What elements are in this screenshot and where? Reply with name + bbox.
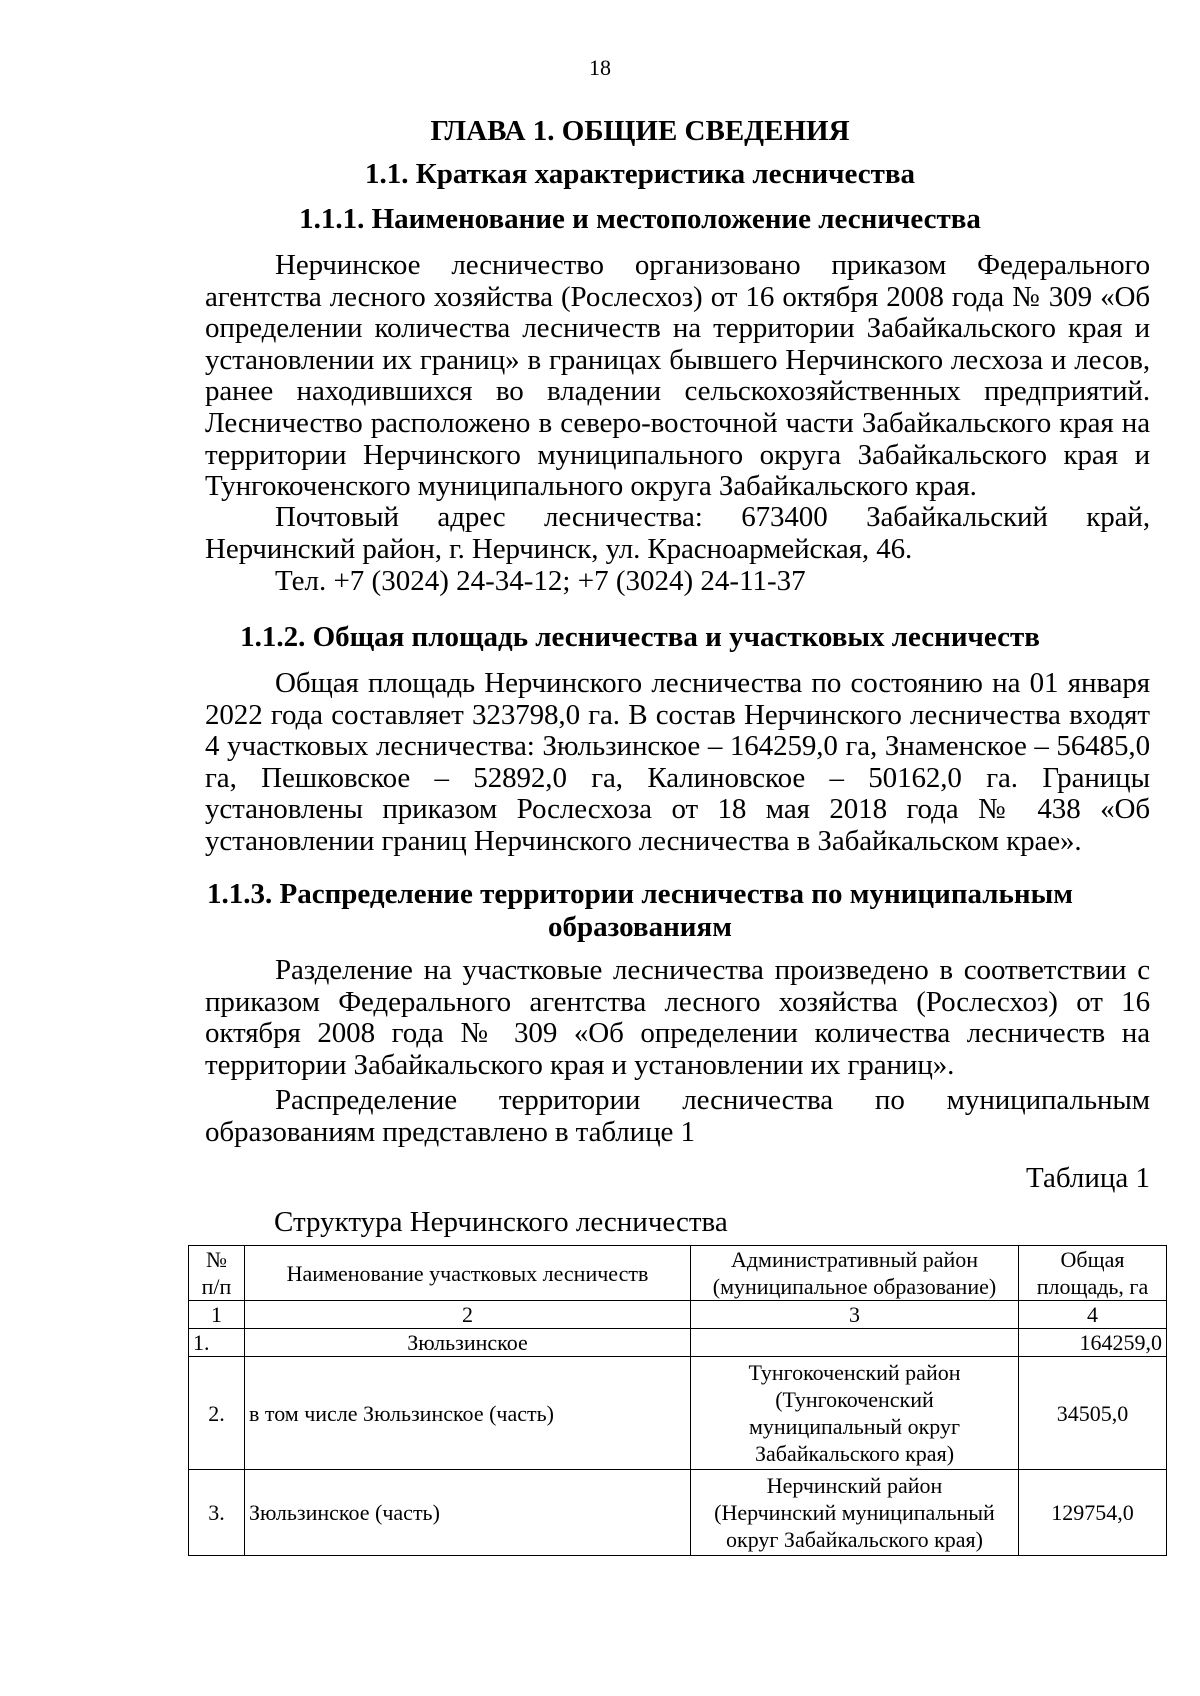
header-district <box>691 1246 1019 1301</box>
header-number-line-2: п/п <box>201 1274 232 1299</box>
table-row <box>189 1357 1167 1470</box>
row-district-line: (Тунгокоченский <box>775 1387 934 1412</box>
table-caption: Структура Нерчинского лесничества <box>274 1206 728 1238</box>
row-number: 1. <box>189 1329 245 1357</box>
header-area <box>1019 1246 1167 1301</box>
row-number: 3. <box>189 1470 245 1556</box>
header-area-line-2: площадь, га <box>1036 1274 1149 1299</box>
row-number: 2. <box>189 1357 245 1470</box>
row-district <box>691 1357 1019 1470</box>
row-forestry-name: в том числе Зюльзинское (часть) <box>245 1357 691 1470</box>
section-1-1-1-title: 1.1.1. Наименование и местоположение лесничества <box>299 203 981 235</box>
section-1-1-3-title-line-1: 1.1.3. Распределение территории лесничества по муниципальным <box>207 878 1073 910</box>
chapter-title: ГЛАВА 1. ОБЩИЕ СВЕДЕНИЯ <box>430 115 850 147</box>
section-1-1-3-title-line-2: образованиям <box>548 911 732 943</box>
column-number-row <box>189 1301 1167 1329</box>
row-area: 129754,0 <box>1019 1470 1167 1556</box>
header-district-line-2: (муниципальное образование) <box>712 1274 997 1299</box>
row-district-line: Тунгокоченский район <box>748 1360 961 1385</box>
column-number: 4 <box>1019 1301 1167 1329</box>
division-paragraph: Разделение на участковые лесничества произведено в соответствии с приказом Федерального агентства лесного хозяйства (Рослесхоз) от 16 октября 2008 года № 309 «Об определении количества лесничеств на территории Забайкальского края и установлении их границ». <box>205 954 1150 1081</box>
row-district <box>691 1470 1019 1556</box>
row-area: 34505,0 <box>1019 1357 1167 1470</box>
table-header-row <box>189 1246 1167 1301</box>
postal-address-paragraph: Почтовый адрес лесничества: 673400 Забайкальский край, Нерчинский район, г. Нерчинск, ул. Красноармейская, 46. <box>205 501 1150 565</box>
row-district-line: округ Забайкальского края) <box>726 1527 983 1552</box>
row-district <box>691 1329 1019 1357</box>
location-paragraph: Нерчинское лесничество организовано приказом Федерального агентства лесного хозяйства (Рослесхоз) от 16 октября 2008 года № 309 «Об определении количества лесничеств на территории Забайкальского края и установлении их границ» в границах бывшего Нерчинского лесхоза и лесов, ранее находившихся во владении сельскохозяйственных предприятий. Лесничество расположено в северо-восточной части Забайкальского края на территории Нерчинского муниципального округа Забайкальского края и Тунгокоченского муниципального округа Забайкальского края. <box>205 249 1150 503</box>
column-number: 3 <box>691 1301 1019 1329</box>
header-district-line-1: Административный район <box>730 1247 979 1272</box>
row-district-line: (Нерчинский муниципальный <box>714 1500 995 1525</box>
row-district-line: Нерчинский район <box>766 1473 943 1498</box>
header-number-line-1: № <box>206 1247 227 1272</box>
column-number: 1 <box>189 1301 245 1329</box>
page-number: 18 <box>589 55 611 80</box>
section-1-1-title: 1.1. Краткая характеристика лесничества <box>364 158 915 190</box>
section-1-1-2-title: 1.1.2. Общая площадь лесничества и участковых лесничеств <box>240 621 1040 653</box>
row-area: 164259,0 <box>1019 1329 1167 1357</box>
row-district-line: муниципальный округ <box>748 1414 960 1439</box>
row-forestry-name: Зюльзинское (часть) <box>245 1470 691 1556</box>
phone-line: Тел. +7 (3024) 24-34-12; +7 (3024) 24-11-37 <box>275 565 806 597</box>
header-number <box>189 1246 245 1301</box>
header-name: Наименование участковых лесничеств <box>245 1246 691 1301</box>
table-row <box>189 1329 1167 1357</box>
table-row <box>189 1470 1167 1556</box>
column-number: 2 <box>245 1301 691 1329</box>
forestry-structure-table <box>188 1245 1167 1556</box>
area-paragraph: Общая площадь Нерчинского лесничества по состоянию на 01 января 2022 года составляет 323798,0 га. В состав Нерчинского лесничества входят 4 участковых лесничества: Зюльзинское – 164259,0 га, Знаменское – 56485,0 га, Пешковское – 52892,0 га, Калиновское – 50162,0 га. Границы установлены приказом Рослесхоза от 18 мая 2018 года № 438 «Об установлении границ Нерчинского лесничества в Забайкальском крае». <box>205 667 1150 857</box>
row-forestry-name: Зюльзинское <box>245 1329 691 1357</box>
table-label: Таблица 1 <box>1025 1162 1150 1194</box>
distribution-paragraph: Распределение территории лесничества по муниципальным образованиям представлено в таблице 1 <box>205 1084 1150 1148</box>
header-area-line-1: Общая <box>1060 1247 1125 1272</box>
row-district-line: Забайкальского края) <box>754 1441 955 1466</box>
